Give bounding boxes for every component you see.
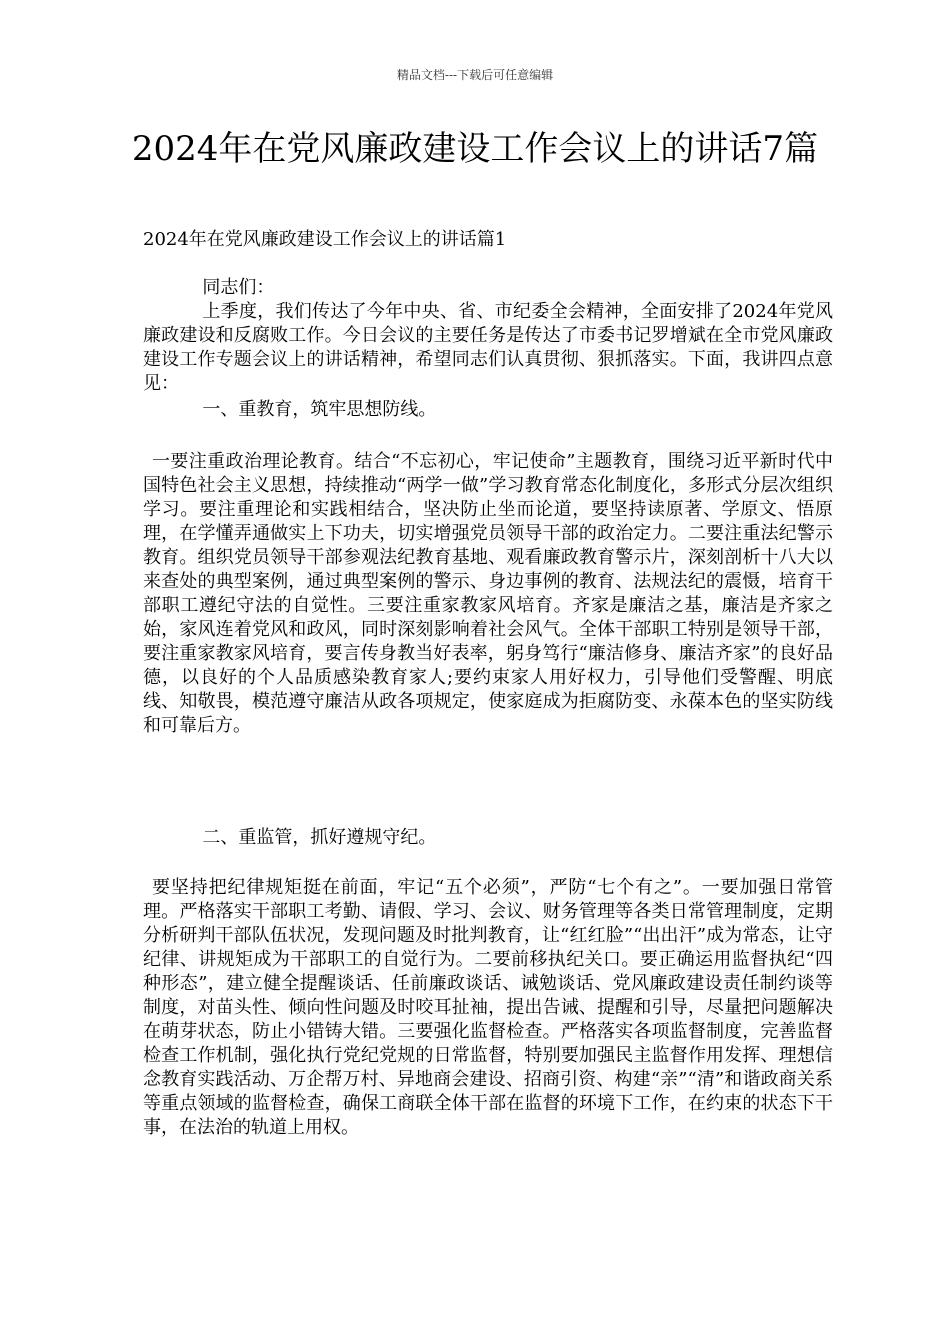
section2-heading: 二、重监管，抓好遵规守纪。 — [202, 827, 437, 848]
document-title: 2024年在党风廉政建设工作会议上的讲话7篇 — [131, 129, 819, 169]
section1-body: 一要注重政治理论教育。结合“不忘初心，牢记使命”主题教育，围绕习近平新时代中国特色社会主义思想，持续推动“两学一做”学习教育常态化制度化，多形式分层次组织学习。要注重理论和实践相结合，坚决防止坐而论道，要坚持读原著、学原文、悟原理，在学懂弄通做实上下功夫，切实增强党员领导干部的政治定力。二要注重法纪警示教育。组织党员领导干部参观法纪教育基地、观看廉政教育警示片，深刻剖析十八大以来查处的典型案例，通过典型案例的警示、身边事例的教育、法规法纪的震慑，培育干部职工遵纪守法的自觉性。三要注重家教家风培育。齐家是廉洁之基，廉洁是齐家之始，家风连着党风和政风，同时深刻影响着社会风气。全体干部职工特别是领导干部，要注重家教家风培育，要言传身教当好表率，躬身笃行“廉洁修身、廉洁齐家”的良好品德，以良好的个人品质感染教育家人;要约束家人用好权力，引导他们受警醒、明底线、知敬畏，模范遵守廉洁从政各项规定，使家庭成为拒腐防变、永葆本色的坚实防线和可靠后方。 — [143, 451, 833, 736]
salutation: 同志们： — [202, 277, 275, 298]
section2-body: 要坚持把纪律规矩挺在前面，牢记“五个必须”，严防“七个有之”。一要加强日常管理。严格落实干部职工考勤、请假、学习、会议、财务管理等各类日常管理制度，定期分析研判干部队伍状况，发现问题及时批判教育，让“红红脸”“出出汗”成为常态，让守纪律、讲规矩成为干部职工的自觉行为。二要前移执纪关口。要正确运用监督执纪“四种形态”，建立健全提醒谈话、任前廉政谈话、诫勉谈话、党风廉政建设责任制约谈等制度，对苗头性、倾向性问题及时咬耳扯袖，提出告诫、提醒和引导，尽量把问题解决在萌芽状态，防止小错铸大错。三要强化监督检查。严格落实各项监督制度，完善监督检查工作机制，强化执行党纪党规的日常监督，特别要加强民主监督作用发挥、理想信念教育实践活动、万企帮万村、异地商会建设、招商引资、构建“亲”“清”和谐政商关系等重点领域的监督检查，确保工商联全体干部在监督的环境下工作，在约束的状态下干事，在法治的轨道上用权。 — [143, 877, 833, 1138]
subtitle: 2024年在党风廉政建设工作会议上的讲话篇1 — [143, 229, 507, 250]
section1-heading: 一、重教育，筑牢思想防线。 — [202, 399, 437, 420]
intro-paragraph: 上季度，我们传达了今年中央、省、市纪委全会精神，全面安排了2024年党风廉政建设和反腐败工作。今日会议的主要任务是传达了市委书记罗增斌在全市党风廉政建设工作专题会议上的讲话精神，希望同志们认真贯彻、狠抓落实。下面，我讲四点意见： — [143, 301, 833, 394]
header-note: 精品文档---下载后可任意编辑 — [396, 68, 554, 82]
